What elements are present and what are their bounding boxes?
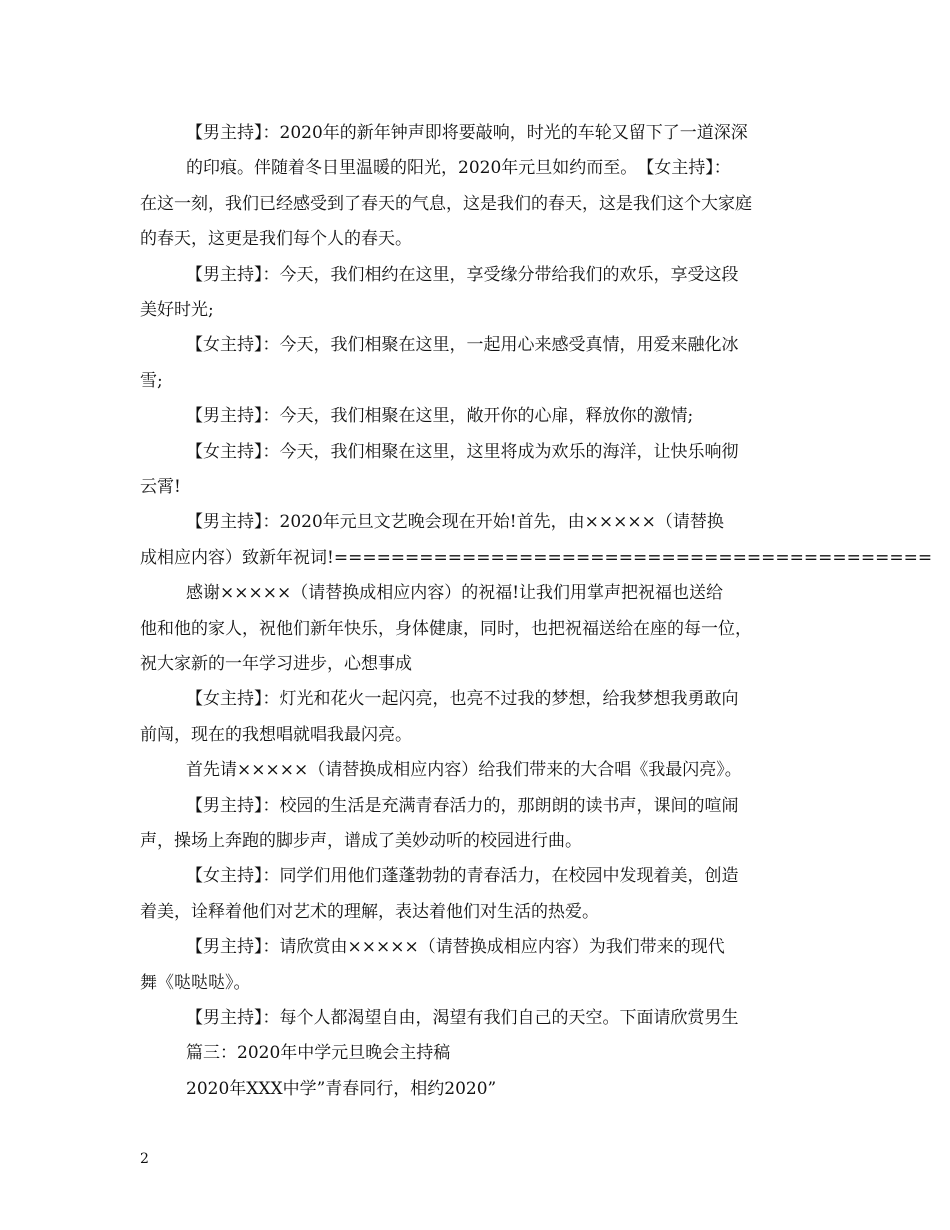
text-line: 声，操场上奔跑的脚步声，谱成了美妙动听的校园进行曲。 — [140, 831, 582, 851]
text-line: 着美，诠释着他们对艺术的理解，表达着他们对生活的热爱。 — [140, 902, 599, 922]
text-line: 在这一刻，我们已经感受到了春天的气息，这是我们的春天，这是我们这个大家庭 — [140, 194, 752, 214]
text-line: 【男主持】：今天，我们相约在这里，享受缘分带给我们的欢乐，享受这段 — [186, 265, 739, 285]
text-line: 舞《哒哒哒》。 — [140, 973, 251, 993]
text-line: 雪; — [140, 371, 163, 391]
text-line: 【男主持】：2020年的新年钟声即将要敲响，时光的车轮又留下了一道深深 — [186, 123, 748, 143]
text-line: 首先请×××××（请替换成相应内容）给我们带来的大合唱《我最闪亮》。 — [186, 760, 742, 780]
text-line: 云霄! — [140, 477, 181, 497]
text-line: 美好时光; — [140, 300, 214, 320]
text-line: 【男主持】：2020年元旦文艺晚会现在开始!首先，由×××××（请替换 — [186, 512, 724, 532]
text-line: 的春天，这更是我们每个人的春天。 — [140, 229, 412, 249]
text-line: 2020年XXX中学”青春同行，相约2020” — [186, 1079, 497, 1099]
text-line: 【男主持】：每个人都渴望自由，渴望有我们自己的天空。下面请欣赏男生 — [186, 1008, 739, 1028]
page-number: 2 — [140, 1151, 149, 1167]
text-line: 【女主持】：灯光和花火一起闪亮，也亮不过我的梦想，给我梦想我勇敢向 — [186, 689, 739, 709]
text-line: 【女主持】：同学们用他们蓬蓬勃勃的青春活力，在校园中发现着美，创造 — [186, 866, 739, 886]
text-line: 【女主持】：今天，我们相聚在这里，这里将成为欢乐的海洋，让快乐响彻 — [186, 442, 739, 462]
text-line: 前闯，现在的我想唱就唱我最闪亮。 — [140, 725, 412, 745]
text-line: 的印痕。伴随着冬日里温暖的阳光，2020年元旦如约而至。 【女主持】： — [186, 158, 731, 178]
text-line: 成相应内容）致新年祝词!========================================== — [140, 548, 933, 568]
text-line: 【女主持】：今天，我们相聚在这里，一起用心来感受真情，用爱来融化冰 — [186, 335, 739, 355]
section-heading: 篇三：2020年中学元旦晚会主持稿 — [186, 1043, 451, 1063]
text-line: 感谢×××××（请替换成相应内容）的祝福!让我们用掌声把祝福也送给 — [186, 583, 724, 603]
text-line: 【男主持】：请欣赏由×××××（请替换成相应内容）为我们带来的现代 — [186, 937, 725, 957]
text-line: 【男主持】：今天，我们相聚在这里，敞开你的心扉，释放你的激情; — [186, 406, 694, 426]
text-line: 祝大家新的一年学习进步，心想事成 — [140, 654, 412, 674]
text-line: 【男主持】：校园的生活是充满青春活力的，那朗朗的读书声，课间的喧闹 — [186, 796, 739, 816]
text-line: 他和他的家人，祝他们新年快乐，身体健康，同时，也把祝福送给在座的每一位， — [140, 619, 752, 639]
